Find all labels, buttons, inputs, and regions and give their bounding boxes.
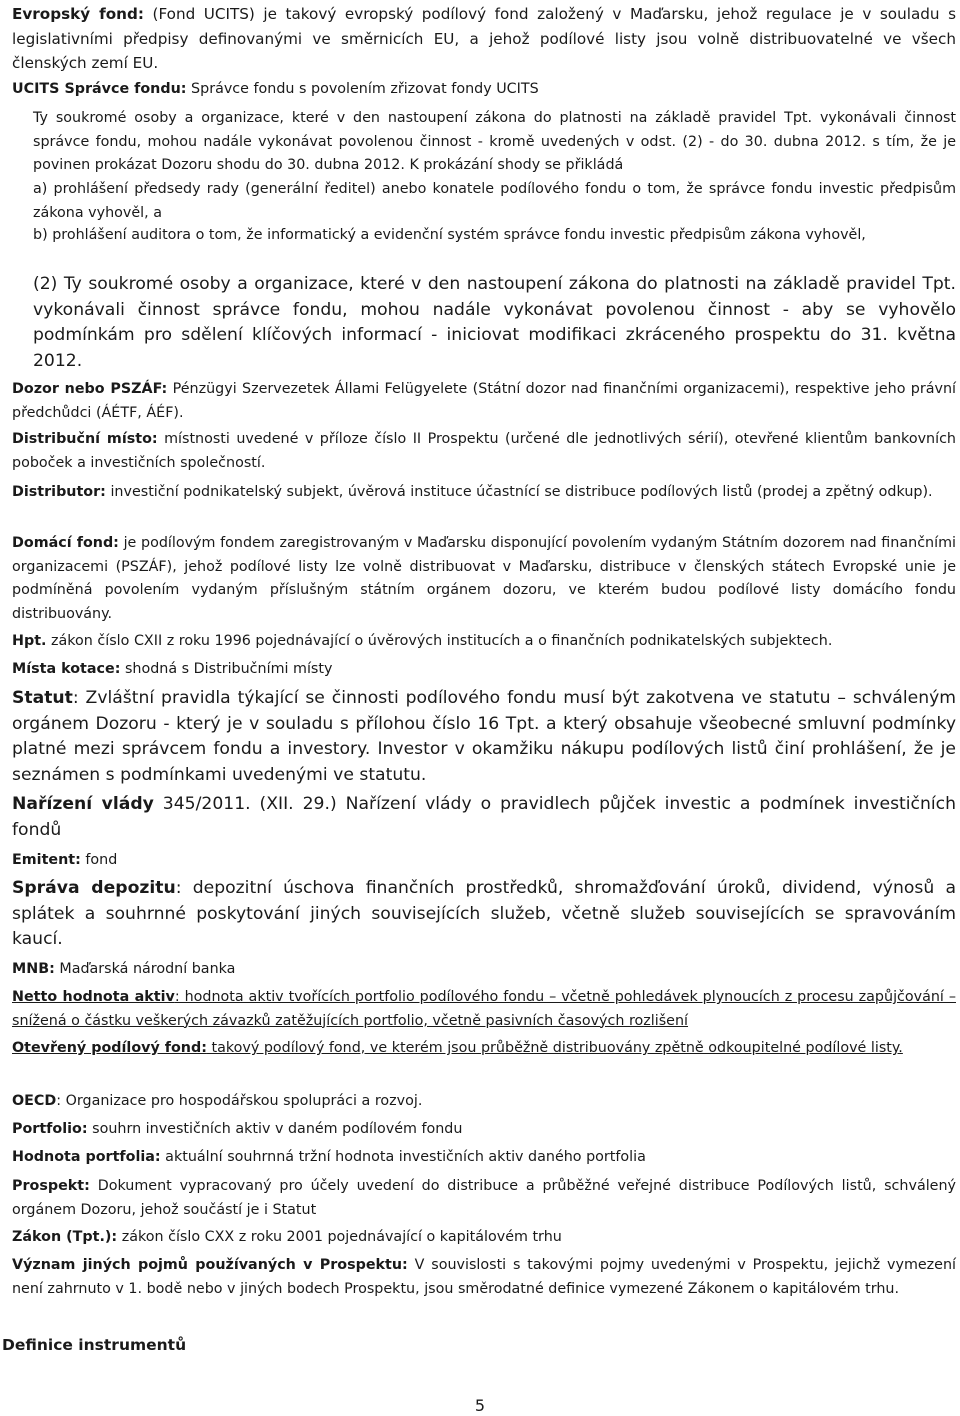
term: Distribuční místo:: [12, 431, 158, 447]
term: Nařízení vlády: [12, 794, 154, 814]
term: Otevřený podílový fond:: [12, 1040, 207, 1056]
definition-text: Dokument vypracovaný pro účely uvedení do distribuce a průběžné veřejné distribuce Podílových listů, schválený orgánem Dozoru, jehož součástí je i Statut: [12, 1178, 956, 1218]
definition-text: Pénzügyi Szervezetek Állami Felügyelete (Státní dozor nad finančními organizacemi), respektive jeho právní předchůdci (ÁÉTF, ÁÉF).: [12, 381, 956, 421]
term: Prospekt:: [12, 1178, 90, 1194]
section-heading: Definice instrumentů: [2, 1336, 187, 1354]
term: Správa depozitu: [12, 878, 176, 898]
definition-text: : Zvláštní pravidla týkající se činnosti podílového fondu musí být zakotvena ve statutu – schváleným orgánem Dozoru - který je v souladu s přílohou číslo 16 Tpt. a který obsahuje všeobecné smluvní podmínky platné mezi správcem fondu a investory. Investor v okamžiku nákupu podílových listů činí prohlášení, že je seznámen s podmínkami uvedenými ve statutu.: [12, 688, 956, 785]
term: Význam jiných pojmů používaných v Prospektu:: [12, 1257, 408, 1273]
list-item-text: b) prohlášení auditora o tom, že informatický a evidenční systém správce fondu investic předpisům zákona vyhověl,: [33, 227, 866, 243]
paragraph-transition-1: [33, 107, 956, 178]
definition-hodnota-portfolia: [12, 1146, 956, 1170]
definition-text: Maďarská národní banka: [54, 961, 236, 977]
definition-text: zákon číslo CXX z roku 2001 pojednávající o kapitálovém trhu: [117, 1229, 562, 1245]
definition-text: aktuální souhrnná tržní hodnota investičních aktiv daného portfolia: [160, 1149, 646, 1165]
definition-text: 345/2011. (XII. 29.) Nařízení vlády o pravidlech půjček investic a podmínek investičních fondů: [12, 794, 956, 840]
definition-dozor: [12, 378, 956, 425]
definition-narizeni-vlady: [12, 792, 956, 843]
definition-zakon-tpt: [12, 1226, 956, 1250]
definition-mista-kotace: [12, 658, 956, 682]
term: Domácí fond:: [12, 535, 119, 551]
definition-vyznam-pojmu: [12, 1254, 956, 1301]
term: Hodnota portfolia:: [12, 1149, 161, 1165]
list-item-a: [33, 178, 956, 225]
definition-text: zákon číslo CXII z roku 1996 pojednávající o úvěrových institucích a o finančních podnikatelských subjektech.: [46, 633, 833, 649]
term: OECD: [12, 1093, 57, 1109]
definition-text: (Fond UCITS) je takový evropský podílový fond založený v Maďarsku, jehož regulace je v souladu s legislativními předpisy definovanými ve směrnicích EU, a jehož podílové listy jsou volně distribuovatelné ve všech členských zemí EU.: [12, 5, 956, 72]
definition-domaci-fond: [12, 532, 956, 626]
term: Zákon (Tpt.):: [12, 1229, 118, 1245]
definition-portfolio: [12, 1118, 956, 1142]
definition-text: je podílovým fondem zaregistrovaným v Maďarsku disponující povolením vydaným Státním dozorem nad finančními organizacemi (PSZÁF), jehož podílové listy lze volně distribuovat v Maďarsku, distribuce v členských státech Evropské unie je podmíněná povolením vydaným příslušným státním orgánem dozoru, ve kterém budou podílové listy domácího fondu distribuovány.: [12, 535, 956, 622]
term: MNB:: [12, 961, 55, 977]
term: Portfolio:: [12, 1121, 88, 1137]
definition-text: fond: [80, 852, 118, 868]
definition-distributor: [12, 481, 956, 505]
definition-text: : hodnota aktiv tvořících portfolio podílového fondu – včetně pohledávek plynoucích z procesu zapůjčování – snížená o částku veškerých závazků zatěžujících portfolio, včetně pasivních časových rozlišení: [12, 989, 956, 1029]
term: Statut: [12, 688, 73, 708]
definition-text: investiční podnikatelský subjekt, úvěrová instituce účastnící se distribuce podílových listů (prodej a zpětný odkup).: [105, 484, 933, 500]
definition-text: : Organizace pro hospodářskou spolupráci a rozvoj.: [56, 1093, 423, 1109]
definition-ucits-spravce: [12, 78, 956, 102]
term: UCITS Správce fondu:: [12, 81, 187, 97]
definition-text: V souvislosti s takovými pojmy uvedenými v Prospektu, jejichž vymezení není zahrnuto v 1. bodě nebo v jiných bodech Prospektu, jsou směrodatné definice vymezené Zákonem o kapitálovém trhu.: [12, 1257, 956, 1297]
page-number: 5: [474, 1396, 486, 1415]
paragraph-text: (2) Ty soukromé osoby a organizace, které v den nastoupení zákona do platnosti na základě pravidel Tpt. vykonávali činnost správce fondu, mohou nadále vykonávat povolenou činnost - aby se vyhovělo podmínkám pro sdělení klíčových informací - iniciovat modifikaci zkráceného prospektu do 31. května 2012.: [33, 274, 956, 371]
definition-otevreny-fond: [12, 1037, 956, 1061]
definition-oecd: [12, 1090, 956, 1114]
list-item-text: a) prohlášení předsedy rady (generální ředitel) anebo konatele podílového fondu o tom, že správce fondu investic předpisům zákona vyhověl, a: [33, 181, 956, 221]
definition-mnb: [12, 958, 956, 982]
definition-sprava-depozitu: [12, 876, 956, 953]
definition-text: Správce fondu s povolením zřizovat fondy UCITS: [186, 81, 539, 97]
definition-emitent: [12, 849, 956, 873]
definition-text: takový podílový fond, ve kterém jsou průběžně distribuovány zpětně odkoupitelné podílové listy.: [206, 1040, 903, 1056]
definition-text: shodná s Distribučními místy: [120, 661, 333, 677]
definition-statut: [12, 686, 956, 788]
definition-text: místnosti uvedené v příloze číslo II Prospektu (určené dle jednotlivých sérií), otevřené klientům bankovních poboček a investičních společností.: [12, 431, 956, 471]
term: Hpt.: [12, 633, 47, 649]
term: Evropský fond:: [12, 5, 144, 23]
paragraph-transition-2: [33, 272, 956, 374]
term: Distributor:: [12, 484, 106, 500]
term: Netto hodnota aktiv: [12, 989, 175, 1005]
term: Dozor nebo PSZÁF:: [12, 381, 168, 397]
definition-distribucni-misto: [12, 428, 956, 475]
definition-hpt: [12, 630, 956, 654]
definition-text: : depozitní úschova finančních prostředků, shromažďování úroků, dividend, výnosů a splátek a souhrnné poskytování jiných souvisejících služeb, včetně služeb souvisejících se spravováním kaucí.: [12, 878, 956, 949]
term: Emitent:: [12, 852, 81, 868]
paragraph-text: Ty soukromé osoby a organizace, které v den nastoupení zákona do platnosti na základě pravidel Tpt. vykonávali činnost správce fondu, mohou nadále vykonávat povolenou činnost - kromě uvedených v odst. (2) - do 30. dubna 2012. s tím, že je povinen prokázat Dozoru shodu do 30. dubna 2012. K prokázání shody se přikládá: [33, 110, 956, 173]
definition-text: souhrn investičních aktiv v daném podílovém fondu: [87, 1121, 463, 1137]
definition-evropsky-fond: [12, 2, 956, 76]
definition-prospekt: [12, 1175, 956, 1222]
list-item-b: [33, 224, 956, 248]
term: Místa kotace:: [12, 661, 121, 677]
definition-netto-hodnota-aktiv: [12, 986, 956, 1033]
